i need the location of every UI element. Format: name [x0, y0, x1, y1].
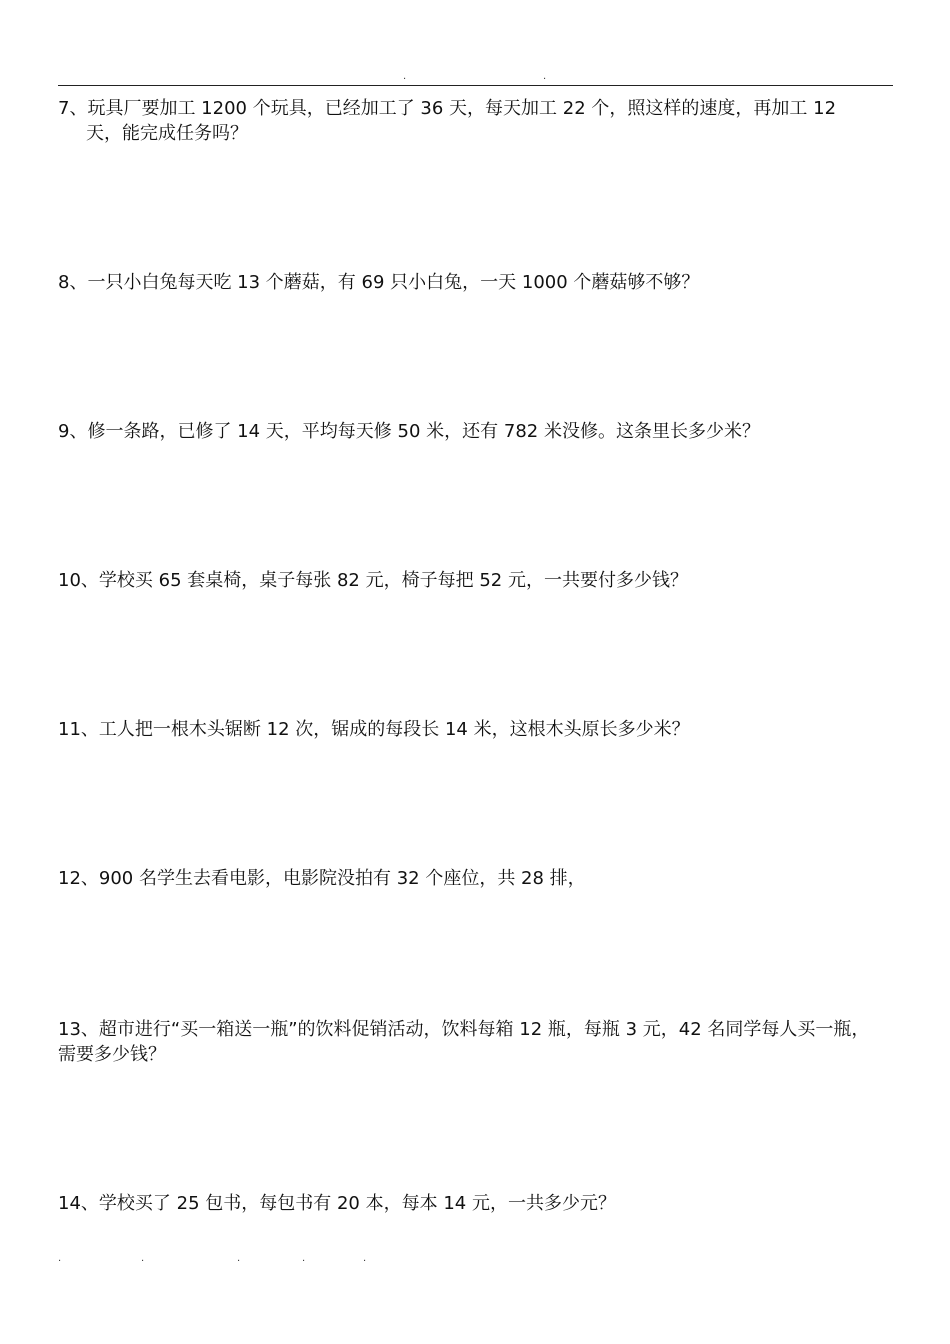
header-dot: . — [403, 71, 407, 82]
header-dot: . — [543, 71, 547, 82]
question-8: 8、一只小白兔每天吃 13 个蘑菇，有 69 只小白兔，一天 1000 个蘑菇够不够？ — [58, 272, 700, 293]
footer-dot: . — [237, 1253, 241, 1264]
question-13 — [58, 1017, 913, 1067]
footer-dot: . — [141, 1253, 145, 1264]
question-14: 14、学校买了 25 包书，每包书有 20 本，每本 14 元，一共多少元？ — [58, 1193, 616, 1214]
header-rule — [58, 85, 893, 86]
question-10: 10、学校买 65 套桌椅，桌子每张 82 元，椅子每把 52 元，一共要付多少钱？ — [58, 570, 688, 591]
question-9: 9、修一条路，已修了 14 天，平均每天修 50 米，还有 782 米没修。这条里长多少米？ — [58, 421, 760, 442]
question-7-line-2: 天，能完成任务吗？ — [86, 123, 248, 144]
footer-dot: . — [363, 1253, 367, 1264]
question-13-line-1: 13、超市进行“买一箱送一瓶”的饮料促销活动，饮料每箱 12 瓶，每瓶 3 元，42 名同学每人买一瓶， — [58, 1019, 870, 1040]
question-13-line-2: 需要多少钱？ — [58, 1044, 166, 1065]
question-7-line-1: 7、玩具厂要加工 1200 个玩具，已经加工了 36 天，每天加工 22 个，照这样的速度，再加工 12 — [58, 98, 837, 119]
question-7 — [58, 96, 908, 146]
question-12: 12、900 名学生去看电影，电影院没拍有 32 个座位，共 28 排， — [58, 868, 586, 889]
question-11: 11、工人把一根木头锯断 12 次，锯成的每段长 14 米，这根木头原长多少米？ — [58, 719, 690, 740]
footer-dot: . — [302, 1253, 306, 1264]
footer-dot: . — [58, 1253, 62, 1264]
